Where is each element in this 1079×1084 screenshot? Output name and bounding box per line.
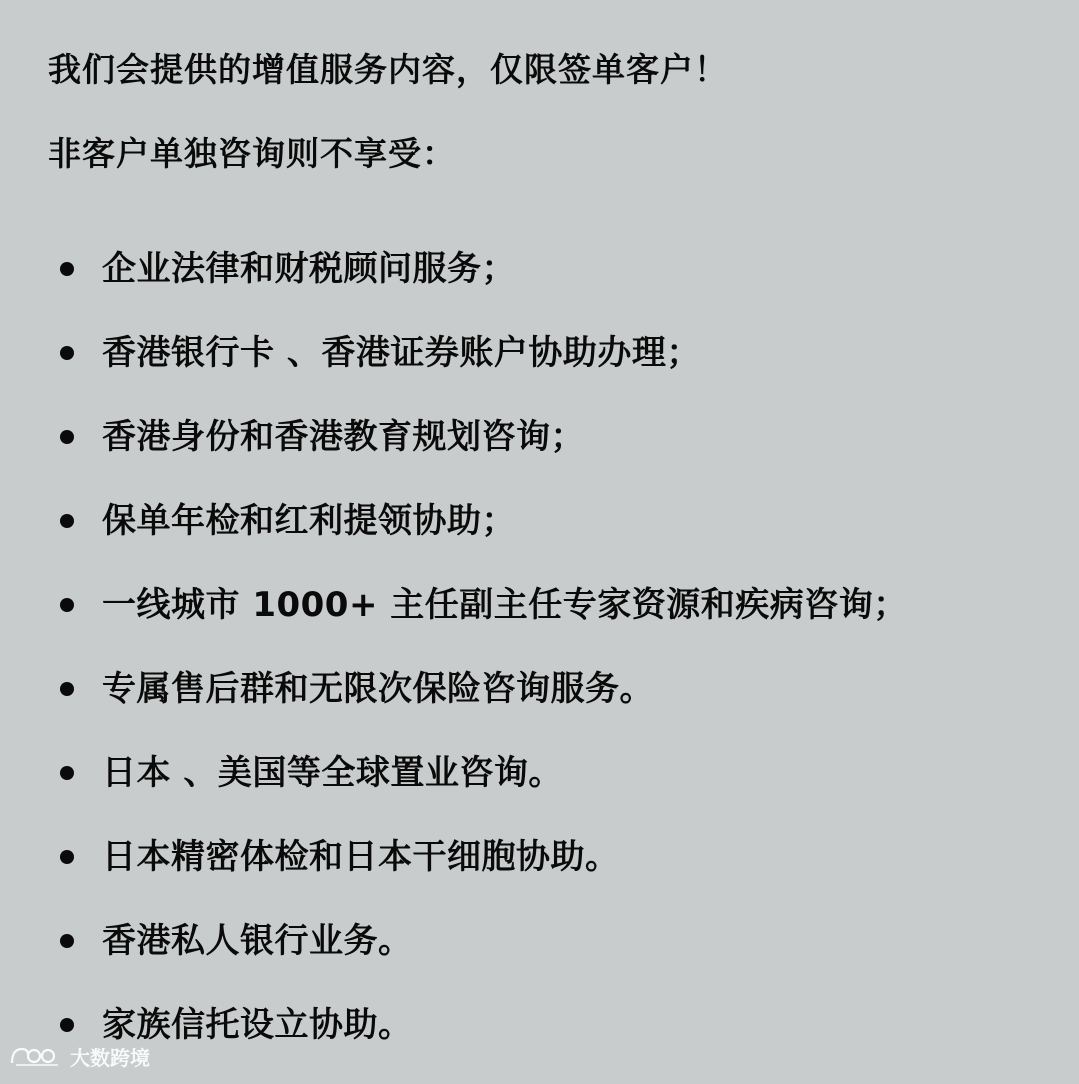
- list-item: [0, 496, 1079, 580]
- bullet-icon: [60, 514, 74, 528]
- list-item: [0, 664, 1079, 748]
- brand-logo-icon: [8, 1043, 64, 1071]
- list-item: [0, 244, 1079, 328]
- list-item-text: 香港身份和香港教育规划咨询；: [102, 417, 585, 457]
- list-item: [0, 1000, 1079, 1084]
- heading-line-2: 非客户单独咨询则不享受：: [48, 134, 456, 173]
- list-item-text: 家族信托设立协助。: [102, 1005, 413, 1045]
- list-item-text: 企业法律和财税顾问服务；: [102, 249, 516, 289]
- list-item: [0, 328, 1079, 412]
- bullet-icon: [60, 1018, 74, 1032]
- bullet-icon: [60, 430, 74, 444]
- list-item-text: 专属售后群和无限次保险咨询服务。: [102, 669, 654, 709]
- list-item-text: 日本 、美国等全球置业咨询。: [102, 753, 563, 793]
- bullet-icon: [60, 262, 74, 276]
- list-item: [0, 916, 1079, 1000]
- list-item-text: 香港银行卡 、香港证券账户协助办理；: [102, 333, 701, 373]
- list-item: [0, 412, 1079, 496]
- watermark-text: 大数跨境: [70, 1046, 150, 1070]
- bullet-icon: [60, 934, 74, 948]
- list-item-text: 一线城市 1000+ 主任副主任专家资源和疾病咨询；: [102, 585, 908, 625]
- bullet-icon: [60, 598, 74, 612]
- heading-line-1: 我们会提供的增值服务内容，仅限签单客户！: [48, 50, 728, 89]
- bullet-icon: [60, 850, 74, 864]
- service-list: [0, 244, 1079, 1084]
- list-item: [0, 580, 1079, 664]
- list-item-text: 保单年检和红利提领协助；: [102, 501, 516, 541]
- list-item-text: 日本精密体检和日本干细胞协助。: [102, 837, 620, 877]
- bullet-icon: [60, 766, 74, 780]
- list-item-text: 香港私人银行业务。: [102, 921, 413, 961]
- list-item: [0, 748, 1079, 832]
- watermark: [8, 1042, 150, 1071]
- bullet-icon: [60, 346, 74, 360]
- bullet-icon: [60, 682, 74, 696]
- list-item: [0, 832, 1079, 916]
